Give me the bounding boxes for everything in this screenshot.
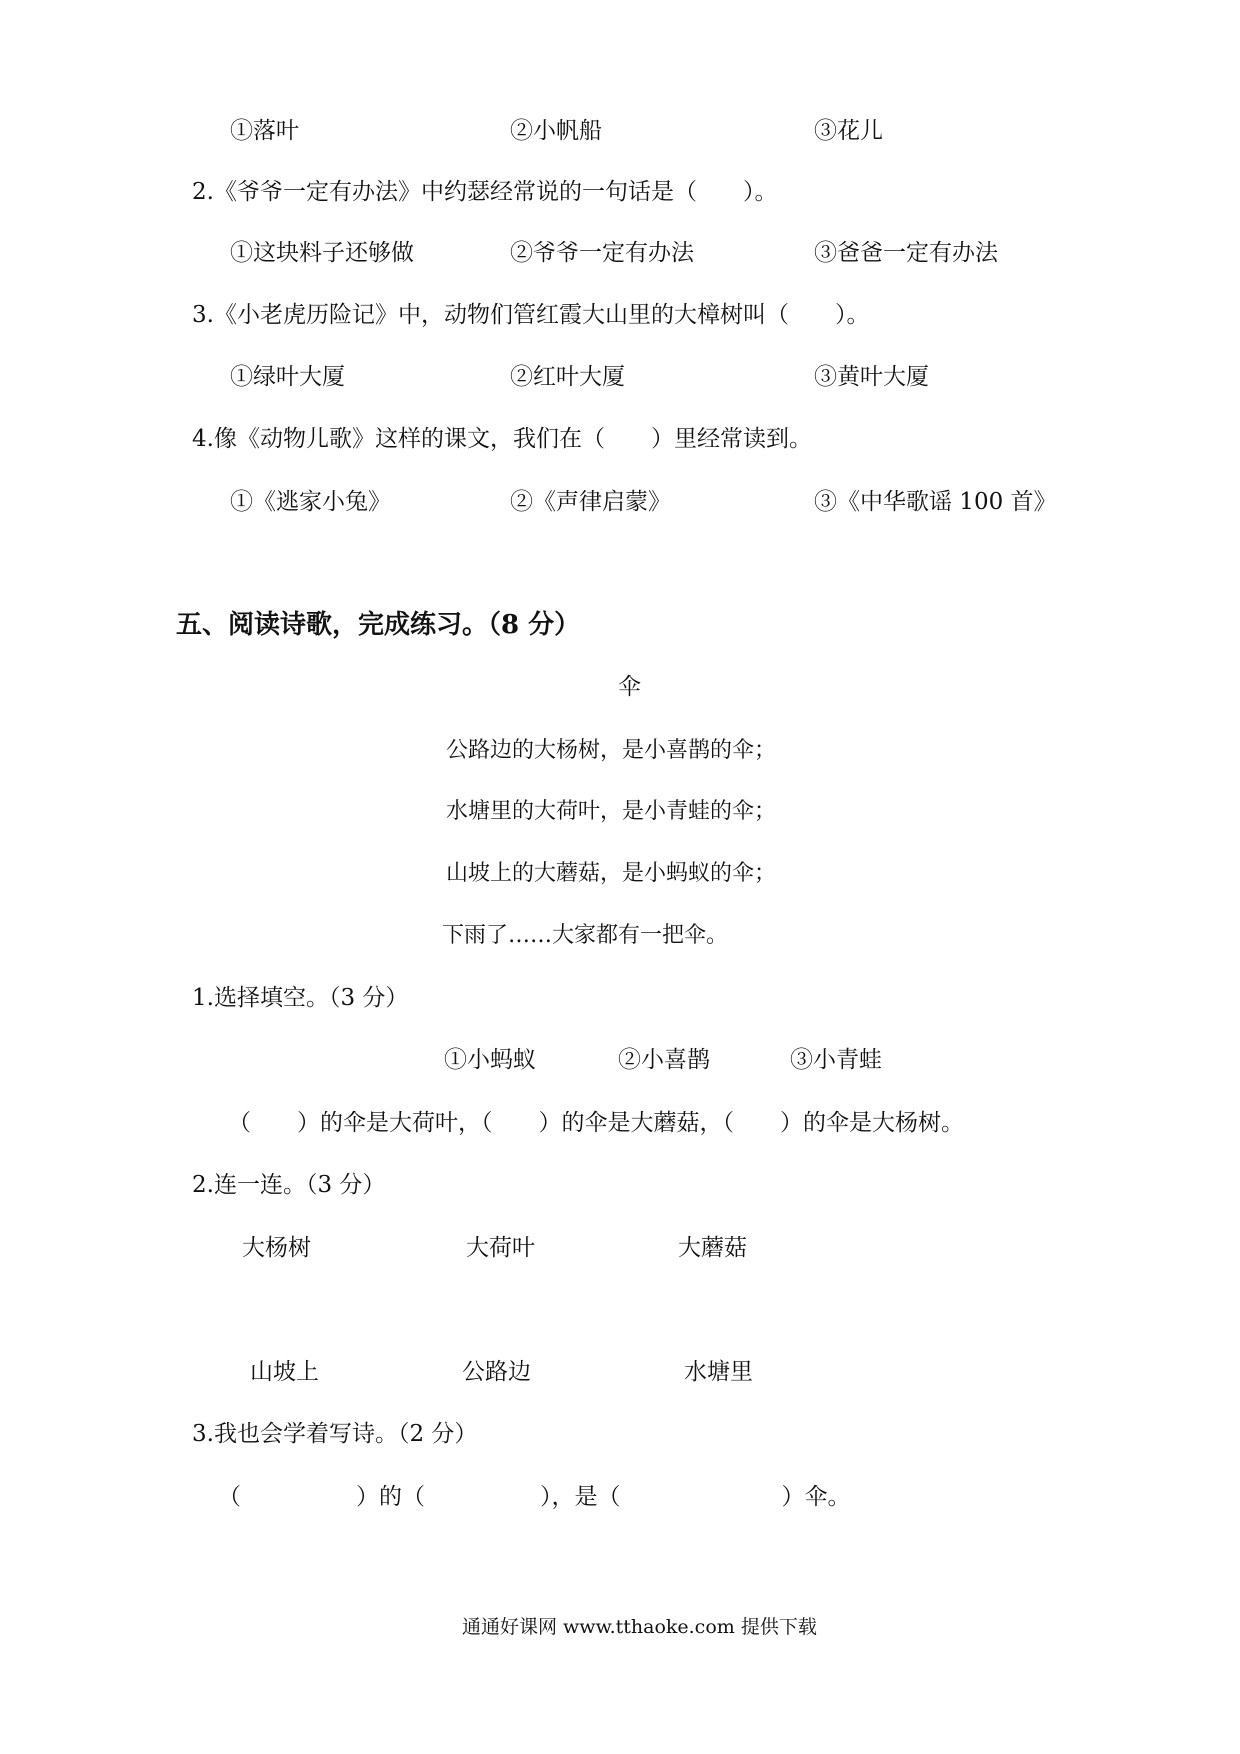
q2-option-3: ③爸爸一定有办法 (814, 240, 998, 266)
match-top-3: 大蘑菇 (678, 1235, 747, 1261)
q4-option-1: ①《逃家小兔》 (230, 489, 391, 515)
q2-option-2: ②爷爷一定有办法 (510, 240, 694, 266)
ex3-sentence: （ ）的（ ），是（ ）伞。 (218, 1484, 851, 1510)
ex1-option-1: ①小蚂蚁 (444, 1047, 536, 1073)
q3-option-2: ②红叶大厦 (510, 364, 625, 390)
q4-option-2: ②《声律启蒙》 (510, 489, 671, 515)
poem-line-3: 山坡上的大蘑菇，是小蚂蚁的伞； (446, 861, 777, 886)
poem-line-1: 公路边的大杨树，是小喜鹊的伞； (446, 738, 777, 763)
option-3: ③花儿 (814, 118, 883, 144)
page-footer: 通通好课网 www.tthaoke.com 提供下载 (462, 1616, 817, 1638)
option-1: ①落叶 (230, 118, 299, 144)
q3-option-3: ③黄叶大厦 (814, 364, 929, 390)
question-2: 2.《爷爷一定有办法》中约瑟经常说的一句话是（ ）。 (192, 179, 778, 205)
q4-option-3: ③《中华歌谣 100 首》 (814, 489, 1057, 515)
q2-option-1: ①这块料子还够做 (230, 240, 414, 266)
ex1-sentence: （ ）的伞是大荷叶，（ ）的伞是大蘑菇，（ ）的伞是大杨树。 (228, 1110, 964, 1136)
poem-line-2: 水塘里的大荷叶，是小青蛙的伞； (446, 799, 777, 824)
match-bottom-1: 山坡上 (250, 1359, 319, 1385)
exercise-1-title: 1.选择填空。（3 分） (192, 985, 409, 1011)
option-2: ②小帆船 (510, 118, 602, 144)
match-bottom-3: 水塘里 (684, 1359, 753, 1385)
exercise-3-title: 3.我也会学着写诗。（2 分） (192, 1421, 478, 1447)
exercise-2-title: 2.连一连。（3 分） (192, 1172, 386, 1198)
q3-option-1: ①绿叶大厦 (230, 364, 345, 390)
question-4: 4.像《动物儿歌》这样的课文，我们在（ ）里经常读到。 (192, 426, 812, 452)
question-3: 3.《小老虎历险记》中，动物们管红霞大山里的大樟树叫（ ）。 (192, 302, 870, 328)
section-heading: 五、阅读诗歌，完成练习。（8 分） (176, 610, 581, 640)
ex1-option-2: ②小喜鹊 (618, 1047, 710, 1073)
match-bottom-2: 公路边 (462, 1359, 531, 1385)
ex1-option-3: ③小青蛙 (790, 1047, 882, 1073)
poem-line-4: 下雨了……大家都有一把伞。 (442, 923, 729, 948)
match-top-2: 大荷叶 (466, 1235, 535, 1261)
poem-title: 伞 (618, 674, 641, 700)
match-top-1: 大杨树 (242, 1235, 311, 1261)
